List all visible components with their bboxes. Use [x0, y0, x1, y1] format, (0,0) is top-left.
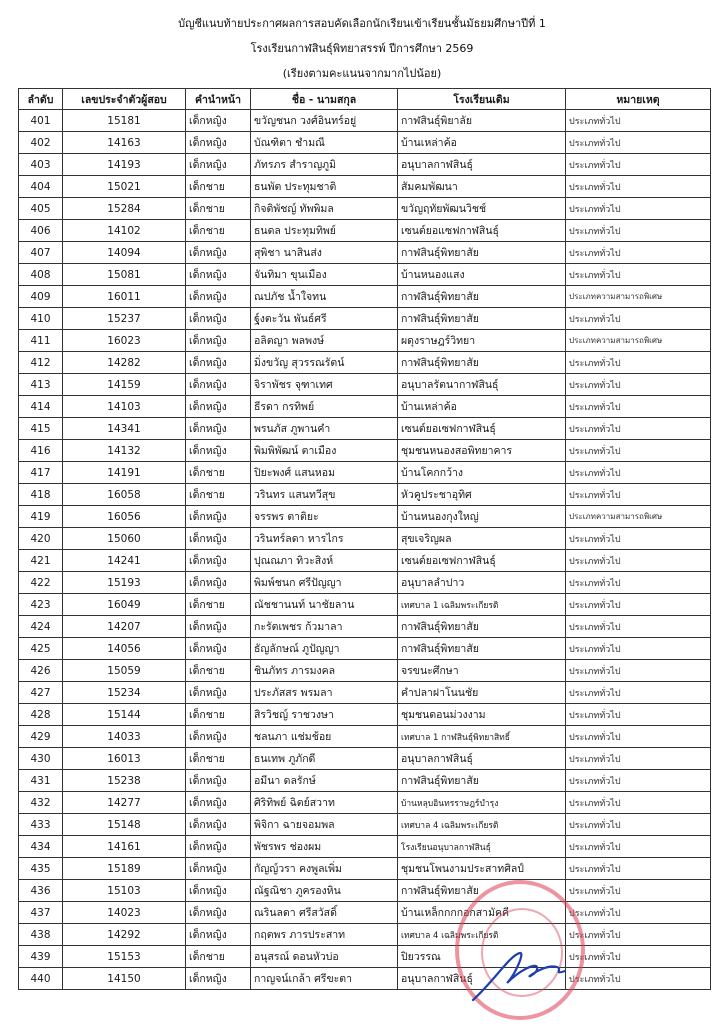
name-cell: กิจติพัชญ์ ทัพพิมล — [251, 198, 398, 220]
remark-cell: ประเภททั่วไป — [566, 484, 711, 506]
prefix-cell: เด็กหญิง — [186, 374, 251, 396]
table-row — [19, 154, 711, 176]
header-prefix: คำนำหน้า — [186, 89, 251, 110]
remark-cell: ประเภททั่วไป — [566, 638, 711, 660]
exam-id-cell: 16056 — [63, 506, 186, 528]
order-cell: 437 — [19, 902, 63, 924]
previous-school-cell: สัมคมพัฒนา — [398, 176, 566, 198]
exam-id-cell: 15081 — [63, 264, 186, 286]
remark-cell: ประเภททั่วไป — [566, 902, 711, 924]
order-cell: 439 — [19, 946, 63, 968]
table-row — [19, 374, 711, 396]
name-cell: จิราพัชร จุฑาเทศ — [251, 374, 398, 396]
prefix-cell: เด็กชาย — [186, 462, 251, 484]
name-cell: กะรัตเพชร ก้วมาลา — [251, 616, 398, 638]
exam-id-cell: 14056 — [63, 638, 186, 660]
prefix-cell: เด็กหญิง — [186, 924, 251, 946]
order-cell: 438 — [19, 924, 63, 946]
prefix-cell: เด็กชาย — [186, 704, 251, 726]
table-row — [19, 264, 711, 286]
table-row — [19, 748, 711, 770]
name-cell: อนุสรณ์ ดอนหัวบ่อ — [251, 946, 398, 968]
prefix-cell: เด็กหญิง — [186, 418, 251, 440]
table-row — [19, 638, 711, 660]
exam-id-cell: 15284 — [63, 198, 186, 220]
name-cell: สุพิชา นาสินส่ง — [251, 242, 398, 264]
table-row — [19, 836, 711, 858]
exam-id-cell: 16011 — [63, 286, 186, 308]
table-row — [19, 132, 711, 154]
name-cell: ณปภัช น้ำใจทน — [251, 286, 398, 308]
previous-school-cell: กาฬสินธุ์พิทยาสัย — [398, 308, 566, 330]
previous-school-cell: เซนต์ยอเซฟกาฬสินธุ์ — [398, 418, 566, 440]
table-row — [19, 880, 711, 902]
order-cell: 423 — [19, 594, 63, 616]
previous-school-cell: บ้านเหล็กกกกอกสามัคคี — [398, 902, 566, 924]
order-cell: 408 — [19, 264, 63, 286]
table-row — [19, 396, 711, 418]
order-cell: 429 — [19, 726, 63, 748]
order-cell: 427 — [19, 682, 63, 704]
previous-school-cell: ปิยวรรณ — [398, 946, 566, 968]
exam-id-cell: 14159 — [63, 374, 186, 396]
name-cell: ประภัสสร พรมลา — [251, 682, 398, 704]
previous-school-cell: เทศบาล 1 เฉลิมพระเกียรติ — [398, 594, 566, 616]
name-cell: กาญจน์เกล้า ศรีขะตา — [251, 968, 398, 990]
name-cell: ชินภัทร ภารมงคล — [251, 660, 398, 682]
remark-cell: ประเภททั่วไป — [566, 132, 711, 154]
exam-id-cell: 15021 — [63, 176, 186, 198]
exam-id-cell: 14282 — [63, 352, 186, 374]
table-row — [19, 550, 711, 572]
table-row — [19, 176, 711, 198]
remark-cell: ประเภททั่วไป — [566, 198, 711, 220]
table-row — [19, 462, 711, 484]
name-cell: จรรพร ตาติยะ — [251, 506, 398, 528]
prefix-cell: เด็กหญิง — [186, 880, 251, 902]
previous-school-cell: ชุมชนหนองสอพิทยาคาร — [398, 440, 566, 462]
table-row — [19, 682, 711, 704]
table-row — [19, 902, 711, 924]
remark-cell: ประเภททั่วไป — [566, 792, 711, 814]
exam-id-cell: 14023 — [63, 902, 186, 924]
remark-cell: ประเภททั่วไป — [566, 704, 711, 726]
remark-cell: ประเภทความสามารถพิเศษ — [566, 330, 711, 352]
order-cell: 418 — [19, 484, 63, 506]
name-cell: ธนเทพ ภูภักดี — [251, 748, 398, 770]
results-table — [18, 88, 711, 990]
order-cell: 404 — [19, 176, 63, 198]
exam-id-cell: 15060 — [63, 528, 186, 550]
prefix-cell: เด็กหญิง — [186, 638, 251, 660]
prefix-cell: เด็กหญิง — [186, 616, 251, 638]
previous-school-cell: สุขเจริญผล — [398, 528, 566, 550]
previous-school-cell: กาฬสินธุ์พิยาลัย — [398, 110, 566, 132]
table-row — [19, 198, 711, 220]
table-row — [19, 484, 711, 506]
name-cell: ขวัญชนก วงศ์อินทร์อยู่ — [251, 110, 398, 132]
remark-cell: ประเภททั่วไป — [566, 814, 711, 836]
prefix-cell: เด็กชาย — [186, 484, 251, 506]
order-cell: 402 — [19, 132, 63, 154]
exam-id-cell: 14132 — [63, 440, 186, 462]
order-cell: 412 — [19, 352, 63, 374]
remark-cell: ประเภททั่วไป — [566, 726, 711, 748]
order-cell: 409 — [19, 286, 63, 308]
name-cell: มิ่งขวัญ สุวรรณรัตน์ — [251, 352, 398, 374]
name-cell: วรินทร์ลดา หารไกร — [251, 528, 398, 550]
name-cell: ธัญลักษณ์ ภูปัญญา — [251, 638, 398, 660]
school-year-title: โรงเรียนกาฬสินธุ์พิทยาสรรพ์ ปีการศึกษา 2569 — [250, 42, 474, 55]
table-row — [19, 220, 711, 242]
exam-id-cell: 14103 — [63, 396, 186, 418]
remark-cell: ประเภททั่วไป — [566, 264, 711, 286]
sort-note: (เรียงตามคะแนนจากมากไปน้อย) — [282, 67, 442, 80]
exam-id-cell: 15148 — [63, 814, 186, 836]
exam-id-cell: 14033 — [63, 726, 186, 748]
name-cell: ณัชชานนท์ นาชัยลาน — [251, 594, 398, 616]
previous-school-cell: กาฬสินธุ์พิทยาสัย — [398, 352, 566, 374]
exam-id-cell: 15189 — [63, 858, 186, 880]
name-cell: อลิตญา พลพงษ์ — [251, 330, 398, 352]
order-cell: 406 — [19, 220, 63, 242]
order-cell: 428 — [19, 704, 63, 726]
remark-cell: ประเภททั่วไป — [566, 682, 711, 704]
previous-school-cell: อนุบาลรัตนากาฬสินธุ์ — [398, 374, 566, 396]
previous-school-cell: อนุบาลกาฬสินธุ์ — [398, 154, 566, 176]
prefix-cell: เด็กชาย — [186, 198, 251, 220]
exam-id-cell: 15059 — [63, 660, 186, 682]
name-cell: ณัฐณิชา ภูครองหิน — [251, 880, 398, 902]
remark-cell: ประเภททั่วไป — [566, 154, 711, 176]
exam-id-cell: 16058 — [63, 484, 186, 506]
remark-cell: ประเภททั่วไป — [566, 396, 711, 418]
previous-school-cell: เทศบาล 1 กาฬสินธุ์พิทยาสิทธิ์ — [398, 726, 566, 748]
prefix-cell: เด็กหญิง — [186, 572, 251, 594]
table-row — [19, 594, 711, 616]
exam-id-cell: 15103 — [63, 880, 186, 902]
remark-cell: ประเภททั่วไป — [566, 528, 711, 550]
table-row — [19, 440, 711, 462]
remark-cell: ประเภททั่วไป — [566, 836, 711, 858]
order-cell: 417 — [19, 462, 63, 484]
table-row — [19, 528, 711, 550]
table-row — [19, 726, 711, 748]
previous-school-cell: ผดุงราษฎร์วิทยา — [398, 330, 566, 352]
table-row — [19, 946, 711, 968]
name-cell: พิมพ์ชนก ศรีปัญญา — [251, 572, 398, 594]
order-cell: 414 — [19, 396, 63, 418]
prefix-cell: เด็กหญิง — [186, 814, 251, 836]
order-cell: 413 — [19, 374, 63, 396]
name-cell: ศิริทิพย์ ฉิตย์สวาท — [251, 792, 398, 814]
order-cell: 407 — [19, 242, 63, 264]
exam-id-cell: 14292 — [63, 924, 186, 946]
order-cell: 436 — [19, 880, 63, 902]
order-cell: 416 — [19, 440, 63, 462]
prefix-cell: เด็กชาย — [186, 176, 251, 198]
prefix-cell: เด็กหญิง — [186, 110, 251, 132]
table-row — [19, 286, 711, 308]
order-cell: 421 — [19, 550, 63, 572]
table-row — [19, 704, 711, 726]
previous-school-cell: เซนต์ยอเซฟกาฬสินธุ์ — [398, 550, 566, 572]
order-cell: 422 — [19, 572, 63, 594]
order-cell: 411 — [19, 330, 63, 352]
remark-cell: ประเภททั่วไป — [566, 440, 711, 462]
order-cell: 415 — [19, 418, 63, 440]
prefix-cell: เด็กหญิง — [186, 682, 251, 704]
table-row — [19, 924, 711, 946]
exam-id-cell: 14161 — [63, 836, 186, 858]
document-title: บัญชีแนบท้ายประกาศผลการสอบคัดเลือกนักเรียนเข้าเรียนชั้นมัธยมศึกษาปีที่ 1 — [178, 17, 546, 30]
prefix-cell: เด็กหญิง — [186, 286, 251, 308]
prefix-cell: เด็กหญิง — [186, 132, 251, 154]
name-cell: ธีรดา กรทิพย์ — [251, 396, 398, 418]
name-cell: พิจิกา ฉายจอมพล — [251, 814, 398, 836]
table-row — [19, 660, 711, 682]
previous-school-cell: กาฬสินธุ์พิทยาสัย — [398, 242, 566, 264]
exam-id-cell: 15237 — [63, 308, 186, 330]
prefix-cell: เด็กหญิง — [186, 968, 251, 990]
remark-cell: ประเภททั่วไป — [566, 924, 711, 946]
header-previous-school: โรงเรียนเดิม — [398, 89, 566, 110]
prefix-cell: เด็กชาย — [186, 660, 251, 682]
name-cell: กฤตพร ภารประสาท — [251, 924, 398, 946]
previous-school-cell: เซนต์ยอแซฟกาฬสินธุ์ — [398, 220, 566, 242]
name-cell: พัชรพร ช่องผม — [251, 836, 398, 858]
previous-school-cell: จรขนะศึกษา — [398, 660, 566, 682]
remark-cell: ประเภททั่วไป — [566, 462, 711, 484]
exam-id-cell: 14191 — [63, 462, 186, 484]
remark-cell: ประเภททั่วไป — [566, 418, 711, 440]
table-row — [19, 770, 711, 792]
prefix-cell: เด็กหญิง — [186, 242, 251, 264]
exam-id-cell: 14341 — [63, 418, 186, 440]
remark-cell: ประเภททั่วไป — [566, 550, 711, 572]
exam-id-cell: 15193 — [63, 572, 186, 594]
remark-cell: ประเภททั่วไป — [566, 748, 711, 770]
previous-school-cell: คำปลาฝาโนนชัย — [398, 682, 566, 704]
previous-school-cell: บ้านเหล่าค้อ — [398, 132, 566, 154]
table-row — [19, 814, 711, 836]
table-row — [19, 308, 711, 330]
prefix-cell: เด็กหญิง — [186, 396, 251, 418]
order-cell: 424 — [19, 616, 63, 638]
prefix-cell: เด็กชาย — [186, 220, 251, 242]
header-name: ชื่อ - นามสกุล — [251, 89, 398, 110]
name-cell: ณรินลดา ศรีสวัสดิ์ — [251, 902, 398, 924]
previous-school-cell: อนุบาลกาฬสินธุ์ — [398, 968, 566, 990]
prefix-cell: เด็กหญิง — [186, 154, 251, 176]
remark-cell: ประเภททั่วไป — [566, 572, 711, 594]
remark-cell: ประเภททั่วไป — [566, 374, 711, 396]
table-row — [19, 572, 711, 594]
table-row — [19, 110, 711, 132]
previous-school-cell: บ้านหนองแสง — [398, 264, 566, 286]
previous-school-cell: โรงเรียนอนุบาลกาฬสินธุ์ — [398, 836, 566, 858]
order-cell: 420 — [19, 528, 63, 550]
order-cell: 431 — [19, 770, 63, 792]
table-row — [19, 616, 711, 638]
order-cell: 432 — [19, 792, 63, 814]
exam-id-cell: 15153 — [63, 946, 186, 968]
table-row — [19, 968, 711, 990]
remark-cell: ประเภททั่วไป — [566, 770, 711, 792]
order-cell: 435 — [19, 858, 63, 880]
previous-school-cell: เทศบาล 4 เฉลิมพระเกียรติ — [398, 814, 566, 836]
exam-id-cell: 14207 — [63, 616, 186, 638]
exam-id-cell: 14241 — [63, 550, 186, 572]
table-row — [19, 506, 711, 528]
remark-cell: ประเภททั่วไป — [566, 308, 711, 330]
name-cell: วรินทร แสนทวีสุข — [251, 484, 398, 506]
header-order: ลำดับ — [19, 89, 63, 110]
order-cell: 440 — [19, 968, 63, 990]
previous-school-cell: ชุมชนดอนม่วงงาม — [398, 704, 566, 726]
name-cell: ฐ์ุงตะวัน พันธ์ศรี — [251, 308, 398, 330]
table-row — [19, 352, 711, 374]
prefix-cell: เด็กหญิง — [186, 330, 251, 352]
prefix-cell: เด็กหญิง — [186, 726, 251, 748]
name-cell: อมีนา ดลรักษ์ — [251, 770, 398, 792]
name-cell: ธนพัต ประทุมชาติ — [251, 176, 398, 198]
order-cell: 405 — [19, 198, 63, 220]
table-row — [19, 418, 711, 440]
name-cell: กัญญ์วรา คงพูลเพิ่ม — [251, 858, 398, 880]
name-cell: ปิยะพงศ์ แสนหอม — [251, 462, 398, 484]
exam-id-cell: 14163 — [63, 132, 186, 154]
order-cell: 425 — [19, 638, 63, 660]
exam-id-cell: 16013 — [63, 748, 186, 770]
remark-cell: ประเภททั่วไป — [566, 946, 711, 968]
remark-cell: ประเภททั่วไป — [566, 968, 711, 990]
name-cell: สิรวิชญ์ ราชวงษา — [251, 704, 398, 726]
prefix-cell: เด็กหญิง — [186, 440, 251, 462]
exam-id-cell: 14277 — [63, 792, 186, 814]
previous-school-cell: กาฬสินธุ์พิทยาสัย — [398, 286, 566, 308]
exam-id-cell: 14193 — [63, 154, 186, 176]
previous-school-cell: บ้านหลุบอินทรราษฎร์บำรุง — [398, 792, 566, 814]
previous-school-cell: บ้านหนองกุงใหญ่ — [398, 506, 566, 528]
order-cell: 434 — [19, 836, 63, 858]
prefix-cell: เด็กหญิง — [186, 550, 251, 572]
table-row — [19, 242, 711, 264]
name-cell: พิมพิพัฒน์ ตาเมือง — [251, 440, 398, 462]
name-cell: ปุณณภา ทิวะสิงห์ — [251, 550, 398, 572]
order-cell: 426 — [19, 660, 63, 682]
exam-id-cell: 14102 — [63, 220, 186, 242]
prefix-cell: เด็กหญิง — [186, 792, 251, 814]
prefix-cell: เด็กหญิง — [186, 308, 251, 330]
exam-id-cell: 14150 — [63, 968, 186, 990]
exam-id-cell: 16023 — [63, 330, 186, 352]
previous-school-cell: ขวัญฤทัยพัฒนวิชช์ — [398, 198, 566, 220]
order-cell: 430 — [19, 748, 63, 770]
remark-cell: ประเภททั่วไป — [566, 110, 711, 132]
name-cell: ชลนภา แช่มช้อย — [251, 726, 398, 748]
prefix-cell: เด็กหญิง — [186, 902, 251, 924]
exam-id-cell: 16049 — [63, 594, 186, 616]
header-exam-id: เลขประจำตัวผู้สอบ — [63, 89, 186, 110]
remark-cell: ประเภททั่วไป — [566, 176, 711, 198]
previous-school-cell: บ้านเหล่าค้อ — [398, 396, 566, 418]
exam-id-cell: 14094 — [63, 242, 186, 264]
name-cell: พรนภัส ภูพานคำ — [251, 418, 398, 440]
table-header-row — [19, 89, 711, 110]
previous-school-cell: หัวคูประชาอุทิศ — [398, 484, 566, 506]
prefix-cell: เด็กหญิง — [186, 264, 251, 286]
prefix-cell: เด็กหญิง — [186, 506, 251, 528]
exam-id-cell: 15144 — [63, 704, 186, 726]
exam-id-cell: 15238 — [63, 770, 186, 792]
order-cell: 419 — [19, 506, 63, 528]
order-cell: 410 — [19, 308, 63, 330]
remark-cell: ประเภททั่วไป — [566, 220, 711, 242]
previous-school-cell: อนุบาลลำปาว — [398, 572, 566, 594]
exam-id-cell: 15234 — [63, 682, 186, 704]
prefix-cell: เด็กหญิง — [186, 836, 251, 858]
table-row — [19, 858, 711, 880]
order-cell: 403 — [19, 154, 63, 176]
previous-school-cell: บ้านโคกกว้าง — [398, 462, 566, 484]
name-cell: ธนดล ประทุมทิพย์ — [251, 220, 398, 242]
prefix-cell: เด็กชาย — [186, 594, 251, 616]
table-row — [19, 330, 711, 352]
previous-school-cell: เทศบาล 4 เฉลิมพระเกียรติ — [398, 924, 566, 946]
header-remark: หมายเหตุ — [566, 89, 711, 110]
order-cell: 401 — [19, 110, 63, 132]
previous-school-cell: กาฬสินธุ์พิทยาสัย — [398, 638, 566, 660]
prefix-cell: เด็กหญิง — [186, 858, 251, 880]
order-cell: 433 — [19, 814, 63, 836]
remark-cell: ประเภททั่วไป — [566, 616, 711, 638]
previous-school-cell: ชุมชนโพนงามประสาทศิลป์ — [398, 858, 566, 880]
prefix-cell: เด็กชาย — [186, 748, 251, 770]
remark-cell: ประเภทความสามารถพิเศษ — [566, 286, 711, 308]
previous-school-cell: กาฬสินธุ์พิทยาสัย — [398, 880, 566, 902]
prefix-cell: เด็กชาย — [186, 946, 251, 968]
remark-cell: ประเภทความสามารถพิเศษ — [566, 506, 711, 528]
signature — [465, 945, 575, 1005]
name-cell: บัณฑิตา ชำมณี — [251, 132, 398, 154]
name-cell: จันทิมา ขุนเมือง — [251, 264, 398, 286]
exam-id-cell: 15181 — [63, 110, 186, 132]
previous-school-cell: กาฬสินธุ์พิทยาสัย — [398, 616, 566, 638]
remark-cell: ประเภททั่วไป — [566, 242, 711, 264]
previous-school-cell: อนุบาลกาฬสินธุ์ — [398, 748, 566, 770]
remark-cell: ประเภททั่วไป — [566, 660, 711, 682]
prefix-cell: เด็กหญิง — [186, 352, 251, 374]
remark-cell: ประเภททั่วไป — [566, 594, 711, 616]
table-row — [19, 792, 711, 814]
remark-cell: ประเภททั่วไป — [566, 880, 711, 902]
previous-school-cell: กาฬสินธุ์พิทยาสัย — [398, 770, 566, 792]
remark-cell: ประเภททั่วไป — [566, 858, 711, 880]
prefix-cell: เด็กหญิง — [186, 770, 251, 792]
name-cell: ภัทรภร สำราญภูมิ — [251, 154, 398, 176]
prefix-cell: เด็กหญิง — [186, 528, 251, 550]
remark-cell: ประเภททั่วไป — [566, 352, 711, 374]
